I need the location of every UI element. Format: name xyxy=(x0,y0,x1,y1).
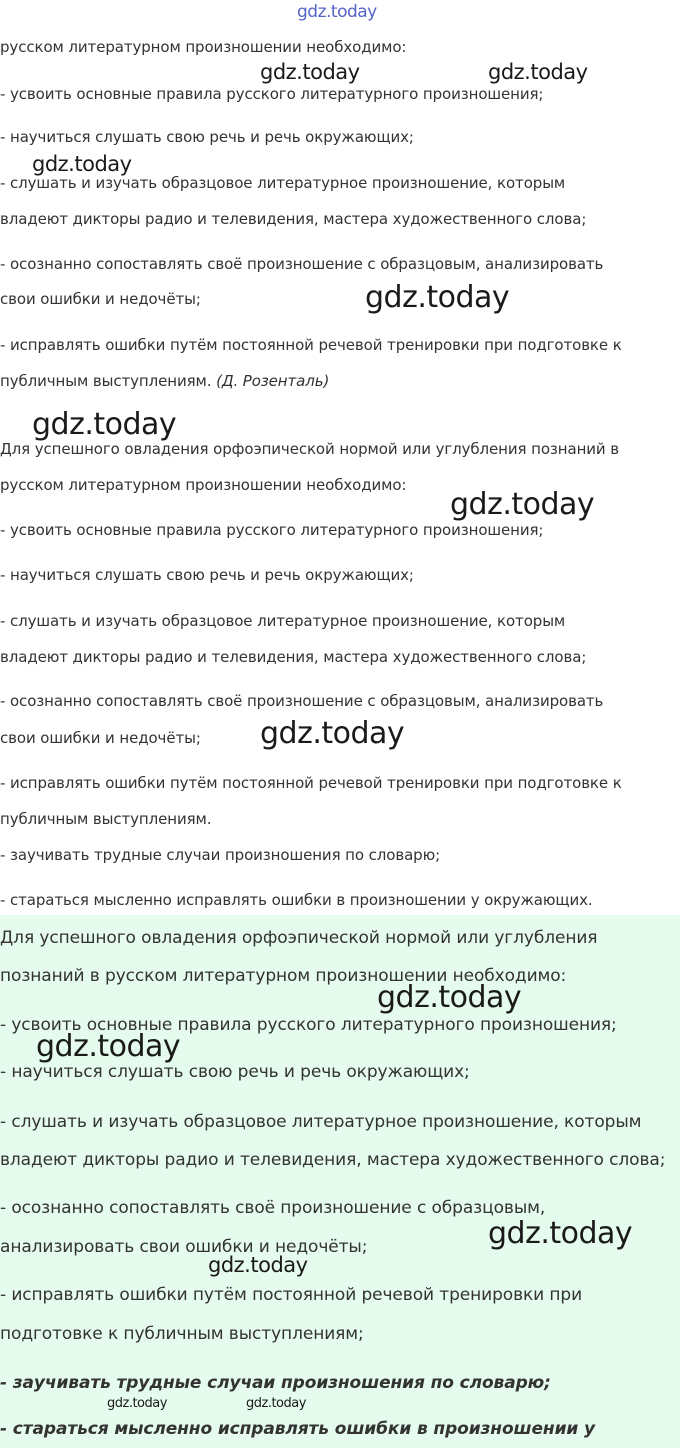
list-item: - слушать и изучать образцовое литературное произношение, которым xyxy=(0,174,566,192)
text-line xyxy=(0,372,680,390)
list-item: - исправлять ошибки путём постоянной речевой тренировки при подготовке к xyxy=(0,336,622,354)
watermark: gdz.today xyxy=(246,1396,306,1411)
text-line: владеют дикторы радио и телевидения, мастера художественного слова; xyxy=(0,210,587,228)
author-attribution: (Д. Розенталь) xyxy=(216,372,330,390)
watermark: gdz.today xyxy=(365,280,510,315)
list-item: - исправлять ошибки путём постоянной речевой тренировки при xyxy=(0,1285,583,1305)
list-item: - научиться слушать свою речь и речь окружающих; xyxy=(0,128,414,146)
watermark: gdz.today xyxy=(260,716,405,751)
list-item: - научиться слушать свою речь и речь окружающих; xyxy=(0,1062,470,1082)
list-item: - исправлять ошибки путём постоянной речевой тренировки при подготовке к xyxy=(0,774,622,792)
watermark: gdz.today xyxy=(450,487,595,522)
watermark: gdz.today xyxy=(36,1029,181,1064)
paragraph-start: Для успешного овладения орфоэпической нормой или углубления xyxy=(0,928,598,948)
list-item: - заучивать трудные случаи произношения по словарю; xyxy=(0,846,441,864)
text-line-content: публичным выступлениям. xyxy=(0,372,212,390)
list-item: - стараться мысленно исправлять ошибки в произношении у окружающих. xyxy=(0,891,593,909)
text-line: владеют дикторы радио и телевидения, мастера художественного слова; xyxy=(0,648,587,666)
text-line: русском литературном произношении необходимо: xyxy=(0,38,407,56)
text-line: публичным выступлениям. xyxy=(0,810,212,828)
text-line: владеют дикторы радио и телевидения, мастера художественного слова; xyxy=(0,1150,666,1170)
list-item: - усвоить основные правила русского литературного произношения; xyxy=(0,521,544,539)
paragraph-start: Для успешного овладения орфоэпической нормой или углубления познаний в xyxy=(0,440,619,458)
text-line: подготовке к публичным выступлениям; xyxy=(0,1324,364,1344)
list-item: - заучивать трудные случаи произношения по словарю; xyxy=(0,1373,551,1393)
watermark: gdz.today xyxy=(32,152,132,176)
list-item: - научиться слушать свою речь и речь окружающих; xyxy=(0,566,414,584)
text-line: анализировать свои ошибки и недочёты; xyxy=(0,1237,368,1257)
watermark: gdz.today xyxy=(297,2,377,22)
list-item: - осознанно сопоставлять своё произношение с образцовым, анализировать xyxy=(0,255,604,273)
text-line: русском литературном произношении необходимо: xyxy=(0,476,407,494)
list-item: - слушать и изучать образцовое литературное произношение, которым xyxy=(0,612,566,630)
list-item: - слушать и изучать образцовое литературное произношение, которым xyxy=(0,1112,642,1132)
list-item: - осознанно сопоставлять своё произношение с образцовым, xyxy=(0,1198,546,1218)
watermark: gdz.today xyxy=(260,60,360,84)
text-line: свои ошибки и недочёты; xyxy=(0,729,201,747)
list-item: - усвоить основные правила русского литературного произношения; xyxy=(0,85,544,103)
watermark: gdz.today xyxy=(32,407,177,442)
highlighted-answer-block xyxy=(0,915,680,1448)
list-item: - усвоить основные правила русского литературного произношения; xyxy=(0,1015,617,1035)
watermark: gdz.today xyxy=(107,1396,167,1411)
watermark: gdz.today xyxy=(377,980,522,1015)
list-item: - стараться мысленно исправлять ошибки в произношении у xyxy=(0,1419,595,1439)
text-line: познаний в русском литературном произношении необходимо: xyxy=(0,966,567,986)
watermark: gdz.today xyxy=(488,1216,633,1251)
watermark: gdz.today xyxy=(488,60,588,84)
list-item: - осознанно сопоставлять своё произношение с образцовым, анализировать xyxy=(0,692,604,710)
text-line: свои ошибки и недочёты; xyxy=(0,290,201,308)
watermark: gdz.today xyxy=(208,1253,308,1277)
